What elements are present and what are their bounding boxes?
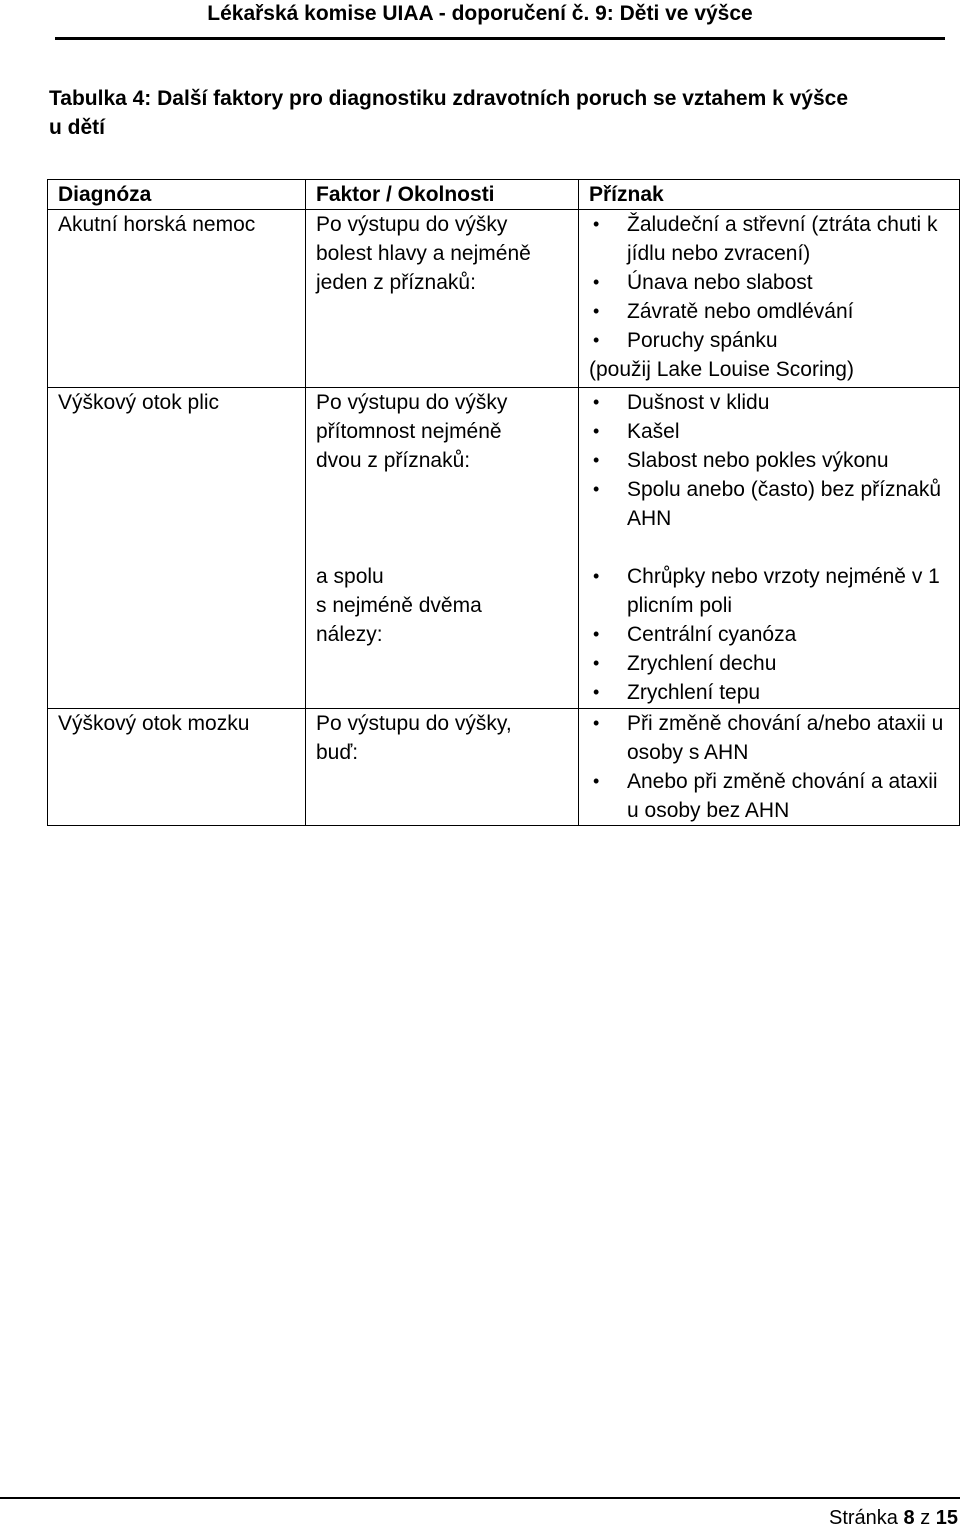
factor-cell — [306, 388, 579, 709]
spacer — [316, 533, 568, 562]
scoring-note: (použij Lake Louise Scoring) — [589, 358, 854, 381]
diagnosis-cell: Akutní horská nemoc — [48, 210, 306, 388]
column-header-factor: Faktor / Okolnosti — [306, 180, 579, 210]
symptom-item: • Poruchy spánku — [589, 326, 949, 355]
finding-item: • Zrychlení tepu — [589, 678, 949, 707]
factor-line: nálezy: — [316, 623, 383, 646]
page-number: 8 — [903, 1507, 915, 1529]
factor-line: přítomnost nejméně — [316, 420, 502, 443]
diagnosis-cell: Výškový otok mozku — [48, 709, 306, 826]
diagnosis-table — [47, 179, 960, 826]
column-header-symptom: Příznak — [579, 180, 960, 210]
factor-line: a spolu — [316, 565, 384, 588]
symptom-item: • Dušnost v klidu — [589, 388, 949, 417]
table-title — [49, 84, 949, 142]
symptom-item: • Kašel — [589, 417, 949, 446]
table-row — [48, 388, 960, 709]
symptom-item: • Anebo při změně chování a ataxii u osoby bez AHN — [589, 767, 949, 825]
finding-item: • Centrální cyanóza — [589, 620, 949, 649]
table-row — [48, 210, 960, 388]
finding-item: • Zrychlení dechu — [589, 649, 949, 678]
factor-line: buď: — [316, 741, 359, 764]
findings-list — [589, 562, 949, 707]
table-title-line-2: u dětí — [49, 116, 105, 139]
page-header-title: Lékařská komise UIAA - doporučení č. 9: Děti ve výšce — [207, 2, 753, 25]
symptom-cell — [579, 709, 960, 826]
spacer — [316, 504, 568, 533]
page-total: 15 — [935, 1507, 958, 1529]
symptom-cell — [579, 210, 960, 388]
factor-line: Po výstupu do výšky — [316, 391, 508, 414]
symptom-list — [589, 709, 949, 825]
factor-line: s nejméně dvěma — [316, 594, 482, 617]
symptom-item: • Při změně chování a/nebo ataxii u osoby s AHN — [589, 709, 949, 767]
table-header-row — [48, 180, 960, 210]
factor-cell — [306, 210, 579, 388]
symptom-list — [589, 210, 949, 355]
symptom-list — [589, 388, 949, 533]
symptom-item: • Spolu anebo (často) bez příznaků AHN — [589, 475, 949, 533]
symptom-item: • Slabost nebo pokles výkonu — [589, 446, 949, 475]
column-header-diagnosis: Diagnóza — [48, 180, 306, 210]
symptom-item: • Žaludeční a střevní (ztráta chuti k jídlu nebo zvracení) — [589, 210, 949, 268]
page-label: Stránka — [829, 1507, 898, 1529]
spacer — [316, 475, 568, 504]
factor-line: bolest hlavy a nejméně — [316, 242, 531, 265]
factor-cell — [306, 709, 579, 826]
page-of: z — [920, 1507, 931, 1529]
factor-line: Po výstupu do výšky — [316, 213, 508, 236]
footer-rule — [0, 1497, 960, 1499]
factor-line: Po výstupu do výšky, — [316, 712, 512, 735]
diagnosis-cell: Výškový otok plic — [48, 388, 306, 709]
spacer — [589, 533, 949, 562]
table-title-line-1: Tabulka 4: Další faktory pro diagnostiku zdravotních poruch se vztahem k výšce — [49, 87, 849, 110]
factor-line: jeden z příznaků: — [316, 271, 476, 294]
header-rule — [55, 37, 945, 40]
factor-line: dvou z příznaků: — [316, 449, 471, 472]
page-footer — [829, 1505, 958, 1531]
symptom-item: • Únava nebo slabost — [589, 268, 949, 297]
table-row — [48, 709, 960, 826]
finding-item: • Chrůpky nebo vrzoty nejméně v 1 plicním poli — [589, 562, 949, 620]
symptom-item: • Závratě nebo omdlévání — [589, 297, 949, 326]
symptom-cell — [579, 388, 960, 709]
